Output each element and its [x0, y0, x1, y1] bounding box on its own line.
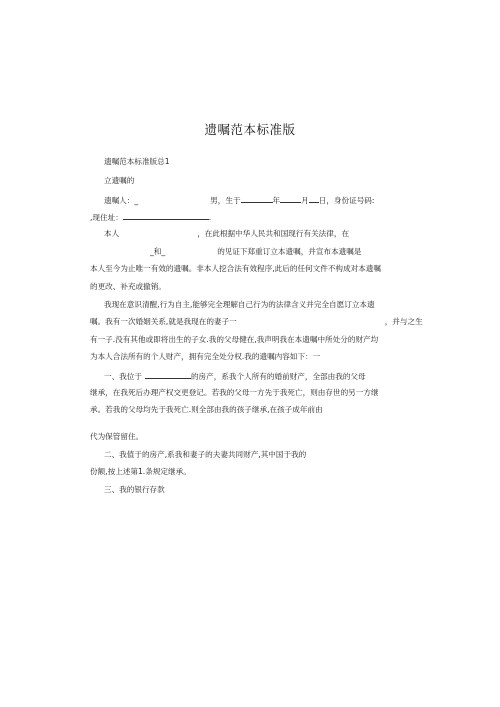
property-location-blank [145, 370, 191, 379]
doc-line-declaration-2: _和_ 的见证下郑重订立本遗嘱，并宣布本遗嘱是 [150, 247, 362, 256]
address-label: ,现住址： [90, 213, 123, 222]
doc-line-item3-1: 三、我的银行存款 [104, 485, 165, 494]
doc-line-declaration-1: 本人 ，在此根据中华人民共和国现行有关法律，在 [104, 229, 350, 238]
gender-born-label: 男，生于 [210, 196, 241, 205]
doc-line-item1-1: 一、我位于 的房产，系我个人所有的婚前财产，全部由我的父母 [104, 372, 366, 381]
id-label: 日，身份证号码: [318, 196, 375, 205]
doc-line-item1-2: 继承，在我死后办理产权交更登记。若我的父母一方先于我死亡，则由存世的另一方继 [90, 388, 379, 397]
doc-line-declaration-4: 的更改、补充或撤销。 [90, 282, 166, 291]
year-blank [241, 194, 273, 203]
doc-line-para2-1: 我现在意识清醒,行为自主,能够完全理解自己行为的法律含义并完全自愿订立本遗 [104, 300, 375, 309]
month-label: 月 [301, 196, 309, 205]
doc-line-address: ,现住址： . [90, 213, 212, 222]
doc-line-testator [104, 194, 374, 206]
document-title: 遗嘱范本标准版 [204, 122, 296, 137]
doc-line-declaration-3: 本人至今为止唯一有效的遗嘱。非本人挖合法有效程序,此后的任何文件不构成对本遗嘱 [90, 264, 381, 273]
doc-line-para2-4: 为本人合法所有的个人财产，拥有完全处分权.我的遗嘱内容如下：一 [90, 352, 321, 361]
doc-line-item1-3: 承。若我的父母均先于我死亡.则全部由我的孩子继承,在孩子成年前由 [90, 405, 323, 414]
doc-line-item1-4: 代为保管留住。 [90, 432, 144, 441]
doc-line-item2-2: 份额,按上述第1.条规定继承。 [90, 467, 191, 476]
doc-line-para2-3: 有一子.没有其他或即将出生的子女.我的父母健在,我声明我在本遗嘱中所处分的财产均 [90, 335, 379, 344]
doc-line-para2-2: 嘱。我有一次婚姻关系,就是我现在的妻子一 ，并与之生 [90, 317, 423, 326]
doc-subtitle: 遗嘱范本标准版总1 [104, 157, 170, 166]
doc-line-item2-1: 二、我值于的房产,系我和妻子的夫妻共同财产,其中国于我的 [104, 450, 307, 459]
address-blank [123, 211, 209, 220]
month-blank [280, 194, 301, 203]
testator-label: 遗嘱人：_ [104, 196, 139, 205]
day-blank [309, 194, 319, 203]
year-label: 年 [272, 196, 281, 205]
doc-line-testator-heading: 立遗嘱的 [104, 176, 135, 185]
